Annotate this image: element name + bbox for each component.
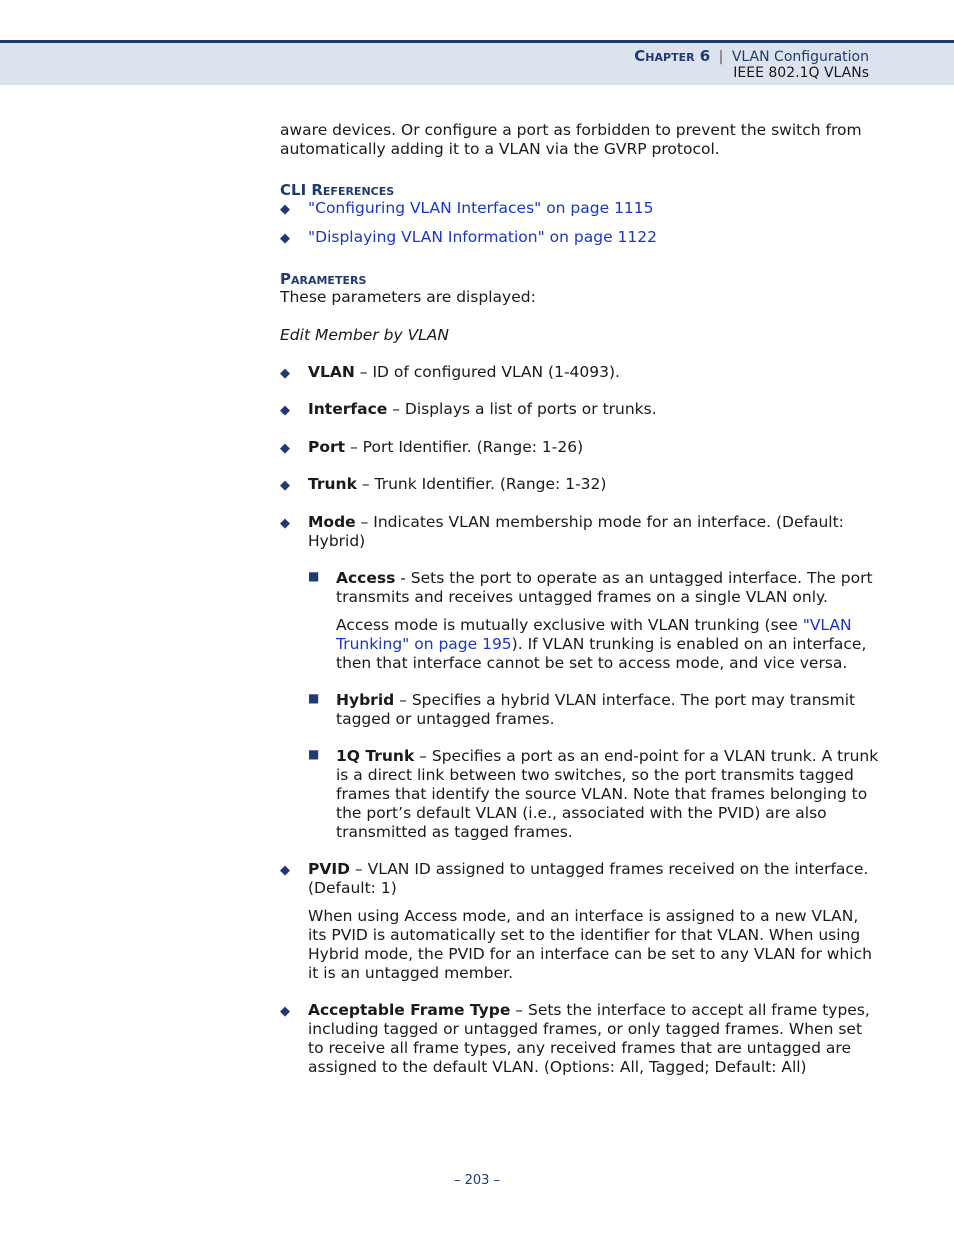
edit-member-subheading: Edit Member by VLAN — [280, 326, 450, 344]
vlan-trunking-link[interactable]: "VLAN Trunking" on page 195 — [336, 616, 852, 653]
mode-desc: – Specifies a hybrid VLAN interface. The port may transmit tagged or untagged frames. — [336, 691, 856, 728]
square-bullet-icon: ■ — [308, 691, 320, 705]
param-desc: – Port Identifier. (Range: 1-26) — [345, 438, 584, 456]
diamond-bullet-icon: ◆ — [280, 231, 290, 246]
chapter-label: Chapter 6 — [634, 47, 711, 65]
access-note-text: Access mode is mutually exclusive with VLAN trunking (see — [336, 616, 803, 634]
mode-hybrid — [308, 691, 880, 729]
pvid-note: When using Access mode, and an interface is assigned to a new VLAN, its PVID is automatically set to the identifier for that VLAN. When using Hybrid mode, the PVID for an interface can be set to any VLAN for which it is an untagged member. — [308, 907, 872, 982]
cli-reference-item — [280, 199, 880, 218]
intro-paragraph: aware devices. Or configure a port as forbidden to prevent the switch from automatically adding it to a VLAN via the GVRP protocol. — [280, 121, 862, 158]
param-term: Trunk — [308, 475, 357, 493]
access-note-text: ). If VLAN trunking is enabled on an interface, then that interface cannot be set to access mode, and vice versa. — [336, 635, 867, 672]
param-mode — [280, 513, 880, 842]
param-trunk — [280, 475, 880, 494]
param-term: Interface — [308, 400, 388, 418]
diamond-bullet-icon: ◆ — [280, 516, 290, 531]
parameters-heading: Parameters — [280, 270, 367, 288]
diamond-bullet-icon: ◆ — [280, 403, 290, 418]
param-term: Port — [308, 438, 346, 456]
diamond-bullet-icon: ◆ — [280, 202, 290, 217]
page-header — [0, 40, 954, 85]
square-bullet-icon: ■ — [308, 747, 320, 761]
page-number: – 203 – — [453, 1173, 501, 1188]
header-separator: | — [718, 49, 724, 65]
diamond-bullet-icon: ◆ — [280, 366, 290, 381]
mode-term: 1Q Trunk — [336, 747, 415, 765]
section-title: VLAN Configuration — [731, 49, 869, 65]
param-desc: – Indicates VLAN membership mode for an interface. (Default: Hybrid) — [308, 513, 844, 550]
mode-access — [308, 569, 880, 673]
param-desc: – Sets the interface to accept all frame types, including tagged or untagged frames, or only tagged frames. When set to receive all frame types, any received frames that are untagged are assigned to the default VLAN. (Options: All, Tagged; Default: All) — [308, 1001, 870, 1076]
access-note — [336, 616, 880, 673]
mode-options-list — [308, 569, 880, 842]
param-desc: – Trunk Identifier. (Range: 1-32) — [356, 475, 607, 493]
diamond-bullet-icon: ◆ — [280, 1004, 290, 1019]
cli-references-list — [280, 199, 880, 247]
square-bullet-icon: ■ — [308, 569, 320, 583]
param-term: PVID — [308, 860, 350, 878]
mode-term: Hybrid — [336, 691, 395, 709]
mode-term: Access — [336, 569, 396, 587]
mode-1q-trunk — [308, 747, 880, 842]
header-chapter-line — [634, 47, 869, 65]
parameter-list — [280, 363, 880, 1077]
param-vlan — [280, 363, 880, 382]
param-desc: – VLAN ID assigned to untagged frames received on the interface. (Default: 1) — [308, 860, 869, 897]
param-term: VLAN — [308, 363, 355, 381]
param-term: Acceptable Frame Type — [308, 1001, 511, 1019]
param-interface — [280, 400, 880, 419]
subsection-title: IEEE 802.1Q VLANs — [733, 65, 869, 81]
param-port — [280, 438, 880, 457]
mode-desc: - Sets the port to operate as an untagged interface. The port transmits and receives untagged frames on a single VLAN only. — [336, 569, 873, 606]
param-pvid — [280, 860, 880, 983]
cli-reference-link-1[interactable]: "Configuring VLAN Interfaces" on page 1115 — [308, 199, 654, 217]
diamond-bullet-icon: ◆ — [280, 478, 290, 493]
diamond-bullet-icon: ◆ — [280, 863, 290, 878]
cli-reference-item — [280, 228, 880, 247]
param-desc: – Displays a list of ports or trunks. — [387, 400, 657, 418]
parameters-intro: These parameters are displayed: — [280, 288, 536, 306]
page-content — [280, 121, 880, 1077]
mode-desc: – Specifies a port as an end-point for a VLAN trunk. A trunk is a direct link between two switches, so the port transmits tagged frames that identify the source VLAN. Note that frames belonging to the port’s default VLAN (i.e., associated with the PVID) are also transmitted as tagged frames. — [336, 747, 879, 841]
cli-references-heading: CLI References — [280, 181, 395, 199]
cli-reference-link-2[interactable]: "Displaying VLAN Information" on page 1122 — [308, 228, 657, 246]
param-term: Mode — [308, 513, 356, 531]
diamond-bullet-icon: ◆ — [280, 441, 290, 456]
param-desc: – ID of configured VLAN (1-4093). — [354, 363, 620, 381]
param-acceptable-frame-type — [280, 1001, 880, 1077]
